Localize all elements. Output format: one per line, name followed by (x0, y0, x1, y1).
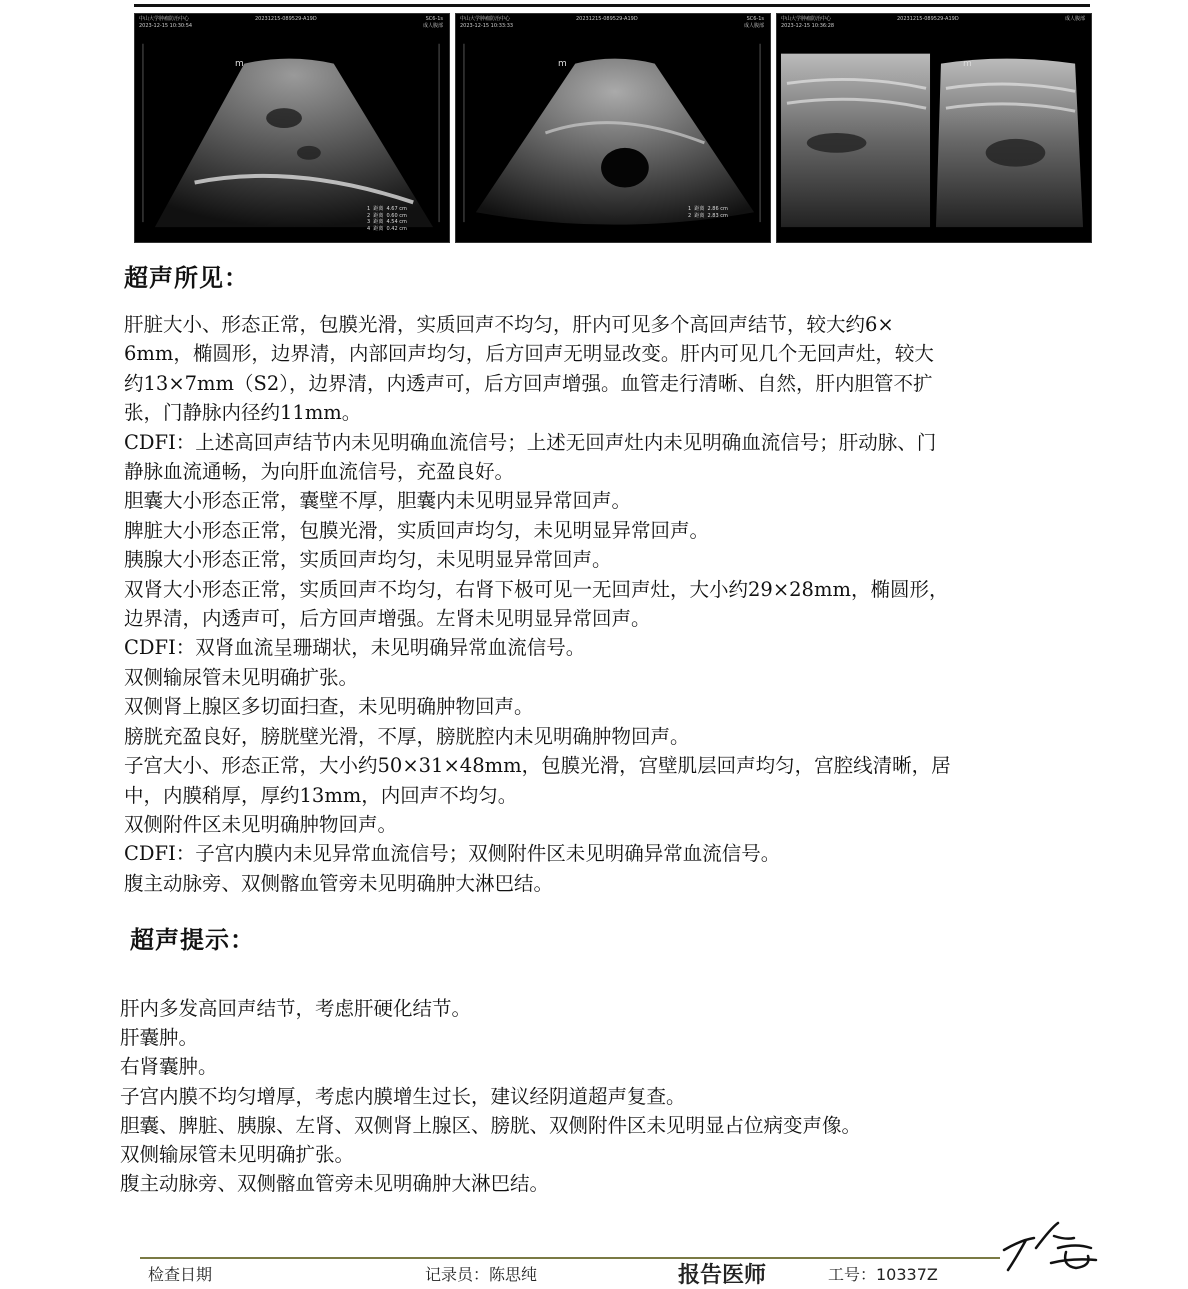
findings-line: CDFI：上述高回声结节内未见明确血流信号；上述无回声灶内未见明确血流信号；肝动脉、门 (124, 430, 937, 454)
findings-line: 膀胱充盈良好，膀胱壁光滑，不厚，膀胱腔内未见明确肿物回声。 (124, 724, 690, 748)
measurement-list (367, 206, 407, 232)
conclusion-line: 子宫内膜不均匀增厚，考虑内膜增生过长，建议经阴道超声复查。 (120, 1084, 686, 1108)
image-header-datetime: 2023-12-15 10:36:28 (781, 23, 835, 29)
top-rule (134, 4, 1090, 7)
conclusion-line: 胆囊、脾脏、胰腺、左肾、双侧肾上腺区、膀胱、双侧附件区未见明显占位病变声像。 (120, 1113, 862, 1137)
image-header-preset: 成人腹部 (422, 23, 443, 29)
ultrasound-image-abdomen (776, 13, 1092, 243)
image-header-preset: 成人腹部 (1064, 16, 1085, 22)
ultrasound-image-kidney (455, 13, 771, 243)
image-header-exam-id: 20231215-089529-A19D (897, 16, 959, 22)
image-header-preset: 成人腹部 (743, 23, 764, 29)
findings-line: 静脉血流通畅，为向肝血流信号，充盈良好。 (124, 460, 515, 484)
image-header-probe: SC6-1s (425, 16, 443, 22)
findings-title: 超声所见： (124, 264, 249, 292)
findings-line: 双肾大小形态正常，实质回声不均匀，右肾下极可见一无回声灶，大小约29×28mm，椭圆形， (124, 577, 949, 601)
measurement: 4 距离 0.42 cm (367, 225, 407, 232)
measurement: 2 距离 0.60 cm (367, 212, 407, 219)
conclusion-line: 肝囊肿。 (120, 1026, 199, 1050)
image-header-hospital: 中山大学肿瘤防治中心 (460, 16, 511, 22)
measurement: 2 距离 2.83 cm (688, 212, 728, 219)
findings-line: CDFI：双肾血流呈珊瑚状，未见明确异常血流信号。 (124, 636, 586, 660)
image-header-datetime: 2023-12-15 10:33:33 (460, 23, 514, 29)
image-marker: m (235, 59, 244, 69)
image-header-hospital: 中山大学肿瘤防治中心 (139, 16, 190, 22)
conclusion-line: 右肾囊肿。 (120, 1055, 218, 1079)
measurement: 1 距离 2.86 cm (688, 206, 728, 212)
findings-line: 双侧附件区未见明确肿物回声。 (124, 812, 398, 836)
footer-recorder: 记录员：陈思纯 (425, 1265, 538, 1284)
findings-line: 肝脏大小、形态正常，包膜光滑，实质回声不均匀，肝内可见多个高回声结节，较大约6× (124, 313, 894, 336)
findings-line: 中，内膜稍厚，厚约13mm，内回声不均匀。 (124, 783, 518, 807)
conclusion-line: 肝内多发高回声结节，考虑肝硬化结节。 (120, 997, 472, 1020)
footer-exam-date: 检查日期 (148, 1265, 213, 1284)
image-header-probe: SC6-1s (746, 16, 764, 22)
findings-line: 腹主动脉旁、双侧髂血管旁未见明确肿大淋巴结。 (124, 871, 554, 895)
findings-line: 张，门静脉内径约11mm。 (124, 401, 362, 425)
handwritten-signature (996, 1218, 1106, 1273)
conclusion-text (120, 994, 1084, 1198)
findings-line: 胆囊大小形态正常，囊壁不厚，胆囊内未见明显异常回声。 (124, 489, 632, 513)
findings-line: CDFI：子宫内膜内未见异常血流信号；双侧附件区未见明确异常血流信号。 (124, 842, 781, 866)
measurement-list (688, 206, 728, 219)
findings-line: 双侧输尿管未见明确扩张。 (124, 665, 359, 689)
footer-doctor-label: 报告医师 (678, 1263, 767, 1288)
footer-rule (140, 1257, 1000, 1259)
findings-line: 双侧肾上腺区多切面扫查，未见明确肿物回声。 (124, 695, 534, 719)
image-marker: m (558, 59, 567, 69)
findings-text (124, 310, 1088, 898)
image-header-exam-id: 20231215-089529-A19D (255, 16, 317, 22)
measurement: 1 距离 4.67 cm (367, 206, 407, 212)
findings-line: 脾脏大小形态正常，包膜光滑，实质回声均匀，未见明显异常回声。 (124, 518, 710, 542)
conclusion-title: 超声提示： (130, 926, 255, 954)
findings-line: 约13×7mm（S2），边界清，内透声可，后方回声增强。血管走行清晰、自然，肝内胆管不扩 (124, 371, 933, 395)
findings-line: 子宫大小、形态正常，大小约50×31×48mm，包膜光滑，宫壁肌层回声均匀，宫腔线清晰，居 (124, 754, 951, 778)
findings-line: 胰腺大小形态正常，实质回声均匀，未见明显异常回声。 (124, 548, 612, 572)
measurement: 3 距离 4.54 cm (367, 219, 407, 225)
footer-doctor-id: 工号：10337Z (828, 1265, 938, 1284)
conclusion-line: 腹主动脉旁、双侧髂血管旁未见明确肿大淋巴结。 (120, 1172, 550, 1196)
image-header-hospital: 中山大学肿瘤防治中心 (781, 16, 832, 22)
conclusion-line: 双侧输尿管未见明确扩张。 (120, 1143, 355, 1167)
ultrasound-image-liver (134, 13, 450, 243)
image-marker: m (963, 59, 972, 69)
findings-line: 边界清，内透声可，后方回声增强。左肾未见明显异常回声。 (124, 607, 651, 631)
image-header-exam-id: 20231215-089529-A19D (576, 16, 638, 22)
image-header-datetime: 2023-12-15 10:30:54 (139, 23, 193, 29)
findings-line: 6mm，椭圆形，边界清，内部回声均匀，后方回声无明显改变。肝内可见几个无回声灶，较大 (124, 342, 934, 366)
